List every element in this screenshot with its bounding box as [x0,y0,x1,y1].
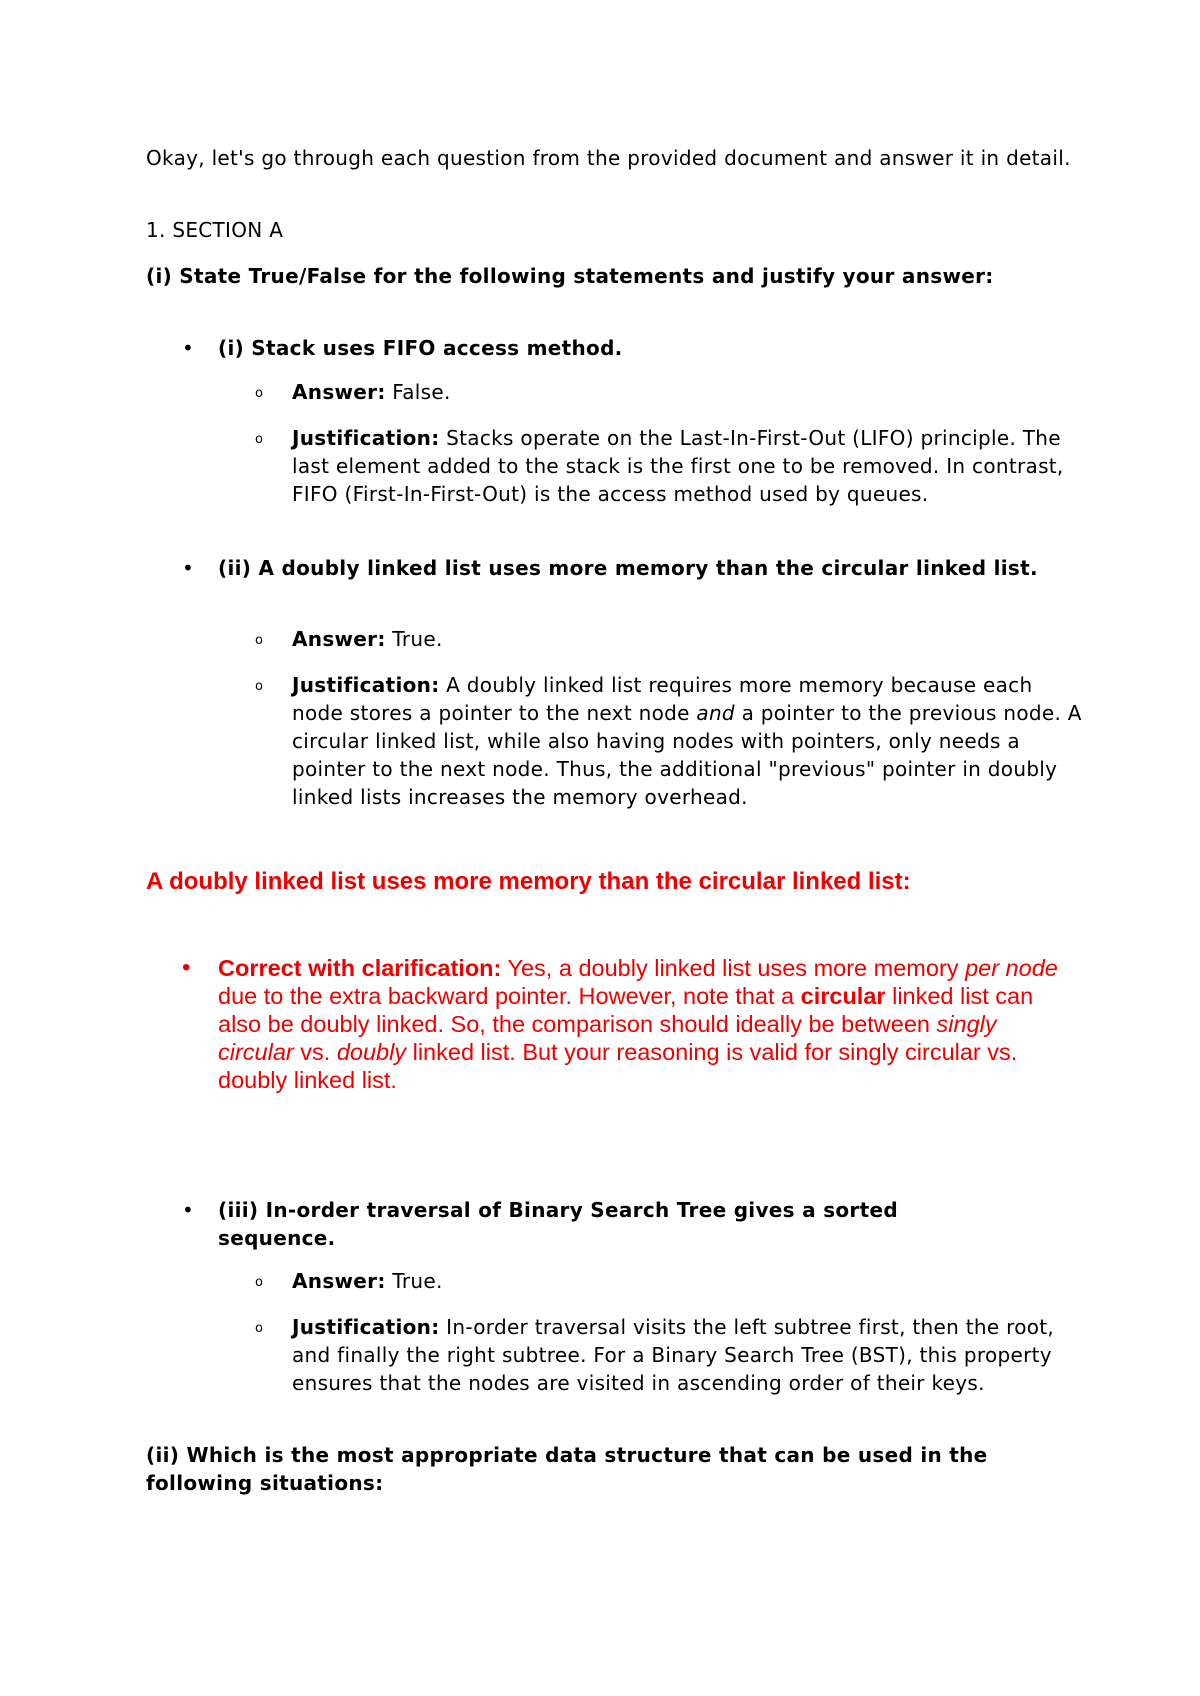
sub-bullet-icon: o [255,633,263,648]
justification-label: Justification: [292,673,440,697]
item-1-title: (i) Stack uses FIFO access method. [218,336,623,360]
item-1-answer [292,378,1082,406]
sub-bullet-icon: o [255,1321,263,1336]
sub-bullet-icon: o [255,1275,263,1290]
answer-label: Answer: [292,380,386,404]
bullet-icon: • [182,954,191,981]
feedback-text: vs. [293,1039,337,1065]
feedback-label: Correct with clarification: [218,955,502,981]
item-2-justification [292,671,1087,811]
justification-label: Justification: [292,1315,440,1339]
answer-value: False. [385,380,451,404]
question-1-heading: (i) State True/False for the following statements and justify your answer: [146,264,994,288]
section-title: 1. SECTION A [146,218,284,242]
bullet-icon: • [182,336,194,360]
bullet-icon: • [182,1198,194,1222]
feedback-emphasis: per node [965,955,1058,981]
item-3-justification [292,1313,1072,1397]
justification-label: Justification: [292,426,440,450]
feedback-text: linked list. But your reasoning is valid for singly circular vs. doubly linked list. [218,1039,1018,1093]
answer-label: Answer: [292,627,386,651]
feedback-heading: A doubly linked list uses more memory than the circular linked list: [146,868,911,895]
feedback-text: Yes, a doubly linked list uses more memory [501,955,966,981]
feedback-emphasis: doubly [336,1039,407,1065]
intro-paragraph: Okay, let's go through each question from the provided document and answer it in detail. [146,146,1071,170]
feedback-text: linked list can also be doubly linked. So, the comparison should ideally be between [218,983,1034,1037]
justification-text: a pointer to the previous node. A circular linked list, while also having nodes with pointers, only needs a pointer to the next node. Thus, the additional "previous" pointer in doubly linked lists increases the memory overhead. [292,701,1082,809]
item-1-justification [292,424,1067,508]
sub-bullet-icon: o [255,386,263,401]
feedback-body [218,954,1078,1094]
item-2-answer [292,625,1082,653]
feedback-emphasis: singly circular [218,1011,997,1065]
sub-bullet-icon: o [255,679,263,694]
feedback-strong: circular [800,983,886,1009]
question-2-heading: (ii) Which is the most appropriate data structure that can be used in the following situations: [146,1443,988,1495]
justification-text: A doubly linked list requires more memory because each node stores a pointer to the next node [292,673,1033,725]
bullet-icon: • [182,556,194,580]
justification-emphasis: and [696,701,735,725]
feedback-text: due to the extra backward pointer. However, note that a [218,983,801,1009]
item-3-title: (iii) In-order traversal of Binary Search Tree gives a sorted sequence. [218,1198,898,1250]
answer-value: True. [385,1269,443,1293]
item-3-answer [292,1267,1082,1295]
sub-bullet-icon: o [255,432,263,447]
answer-value: True. [385,627,443,651]
item-2-title: (ii) A doubly linked list uses more memory than the circular linked list. [218,556,1038,580]
justification-text: Stacks operate on the Last-In-First-Out (LIFO) principle. The last element added to the stack is the first one to be removed. In contrast, FIFO (First-In-First-Out) is the access method used by queues. [292,426,1064,506]
answer-label: Answer: [292,1269,386,1293]
justification-text: In-order traversal visits the left subtree first, then the root, and finally the right subtree. For a Binary Search Tree (BST), this property ensures that the nodes are visited in ascending order of their keys. [292,1315,1055,1395]
